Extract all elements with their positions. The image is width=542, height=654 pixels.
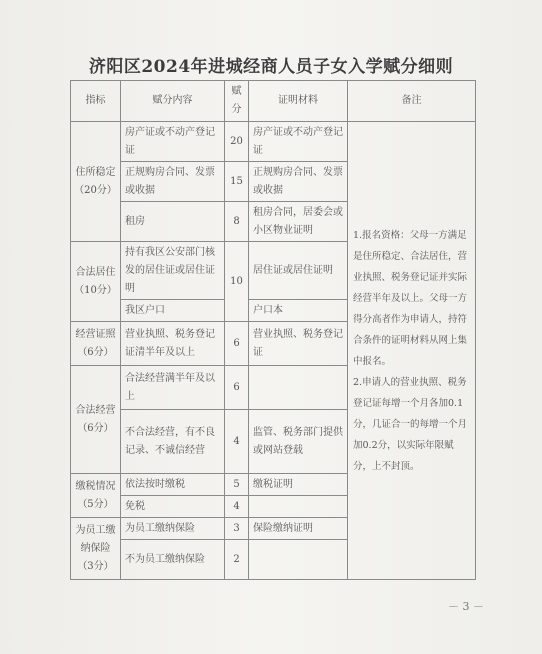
content-cell: 正规购房合同、发票或收据 [121,162,225,202]
material-cell [249,496,348,518]
indicator-cell: 缴税情况（5分） [71,474,121,518]
score-cell: 10 [225,242,249,322]
table-header-row [71,81,476,122]
content-cell: 不为员工缴纳保险 [121,540,225,580]
content-cell: 租房 [121,202,225,242]
material-cell: 营业执照、税务登记证 [249,322,348,366]
document-title: 济阳区2024年进城经商人员子女入学赋分细则 [88,57,454,77]
header-note: 备注 [348,81,476,122]
content-cell: 营业执照、税务登记证清半年及以上 [121,322,225,366]
indicator-cell: 住所稳定（20分） [71,122,121,242]
material-cell [249,540,348,580]
score-cell: 8 [225,202,249,242]
content-cell: 合法经营满半年及以上 [121,366,225,410]
note-paragraph-2: 2.申请人的营业执照、税务登记证每增一个月各加0.1分，几证合一的每增一个月加0.2分，以实际年限赋分，上不封顶。 [353,376,468,472]
header-indicator: 指标 [71,81,121,122]
content-cell: 依法按时缴税 [121,474,225,496]
content-cell: 不合法经营，有不良记录、不诚信经营 [121,410,225,474]
content-cell: 持有我区公安部门核发的居住证或居住证明 [121,242,225,300]
score-cell: 15 [225,162,249,202]
score-cell: 6 [225,322,249,366]
header-content: 赋分内容 [121,81,225,122]
material-cell [249,366,348,410]
indicator-cell: 经营证照（6分） [71,322,121,366]
material-cell: 居住证或居住证明 [249,242,348,300]
score-cell: 4 [225,496,249,518]
content-cell: 我区户口 [121,300,225,322]
score-cell: 20 [225,122,249,162]
score-cell: 2 [225,540,249,580]
material-cell: 户口本 [249,300,348,322]
content-cell: 免税 [121,496,225,518]
material-cell: 正规购房合同、发票或收据 [249,162,348,202]
score-cell: 3 [225,518,249,540]
indicator-cell: 合法居住（10分） [71,242,121,322]
note-cell [348,122,476,580]
indicator-cell: 为员工缴纳保险（3分） [71,518,121,580]
material-cell: 保险缴纳证明 [249,518,348,540]
material-cell: 监管、税务部门提供或网站登载 [249,410,348,474]
scoring-table [70,80,476,580]
table-row [71,122,476,162]
score-cell: 6 [225,366,249,410]
score-cell: 5 [225,474,249,496]
header-material: 证明材料 [249,81,348,122]
material-cell: 房产证或不动产登记证 [249,122,348,162]
page-number: － 3 － [448,600,484,613]
material-cell: 租房合同，居委会或小区物业证明 [249,202,348,242]
score-cell: 4 [225,410,249,474]
content-cell: 为员工缴纳保险 [121,518,225,540]
material-cell: 缴税证明 [249,474,348,496]
header-score: 赋分 [225,81,249,122]
content-cell: 房产证或不动产登记证 [121,122,225,162]
indicator-cell: 合法经营（6分） [71,366,121,474]
note-paragraph-1: 1.报名资格：父母一方满足是住所稳定、合法居住，营业执照、税务登记证并实际经营半年及以上。父母一方得分高者作为申请人，持符合条件的证明材料从网上集中报名。 [353,229,468,367]
